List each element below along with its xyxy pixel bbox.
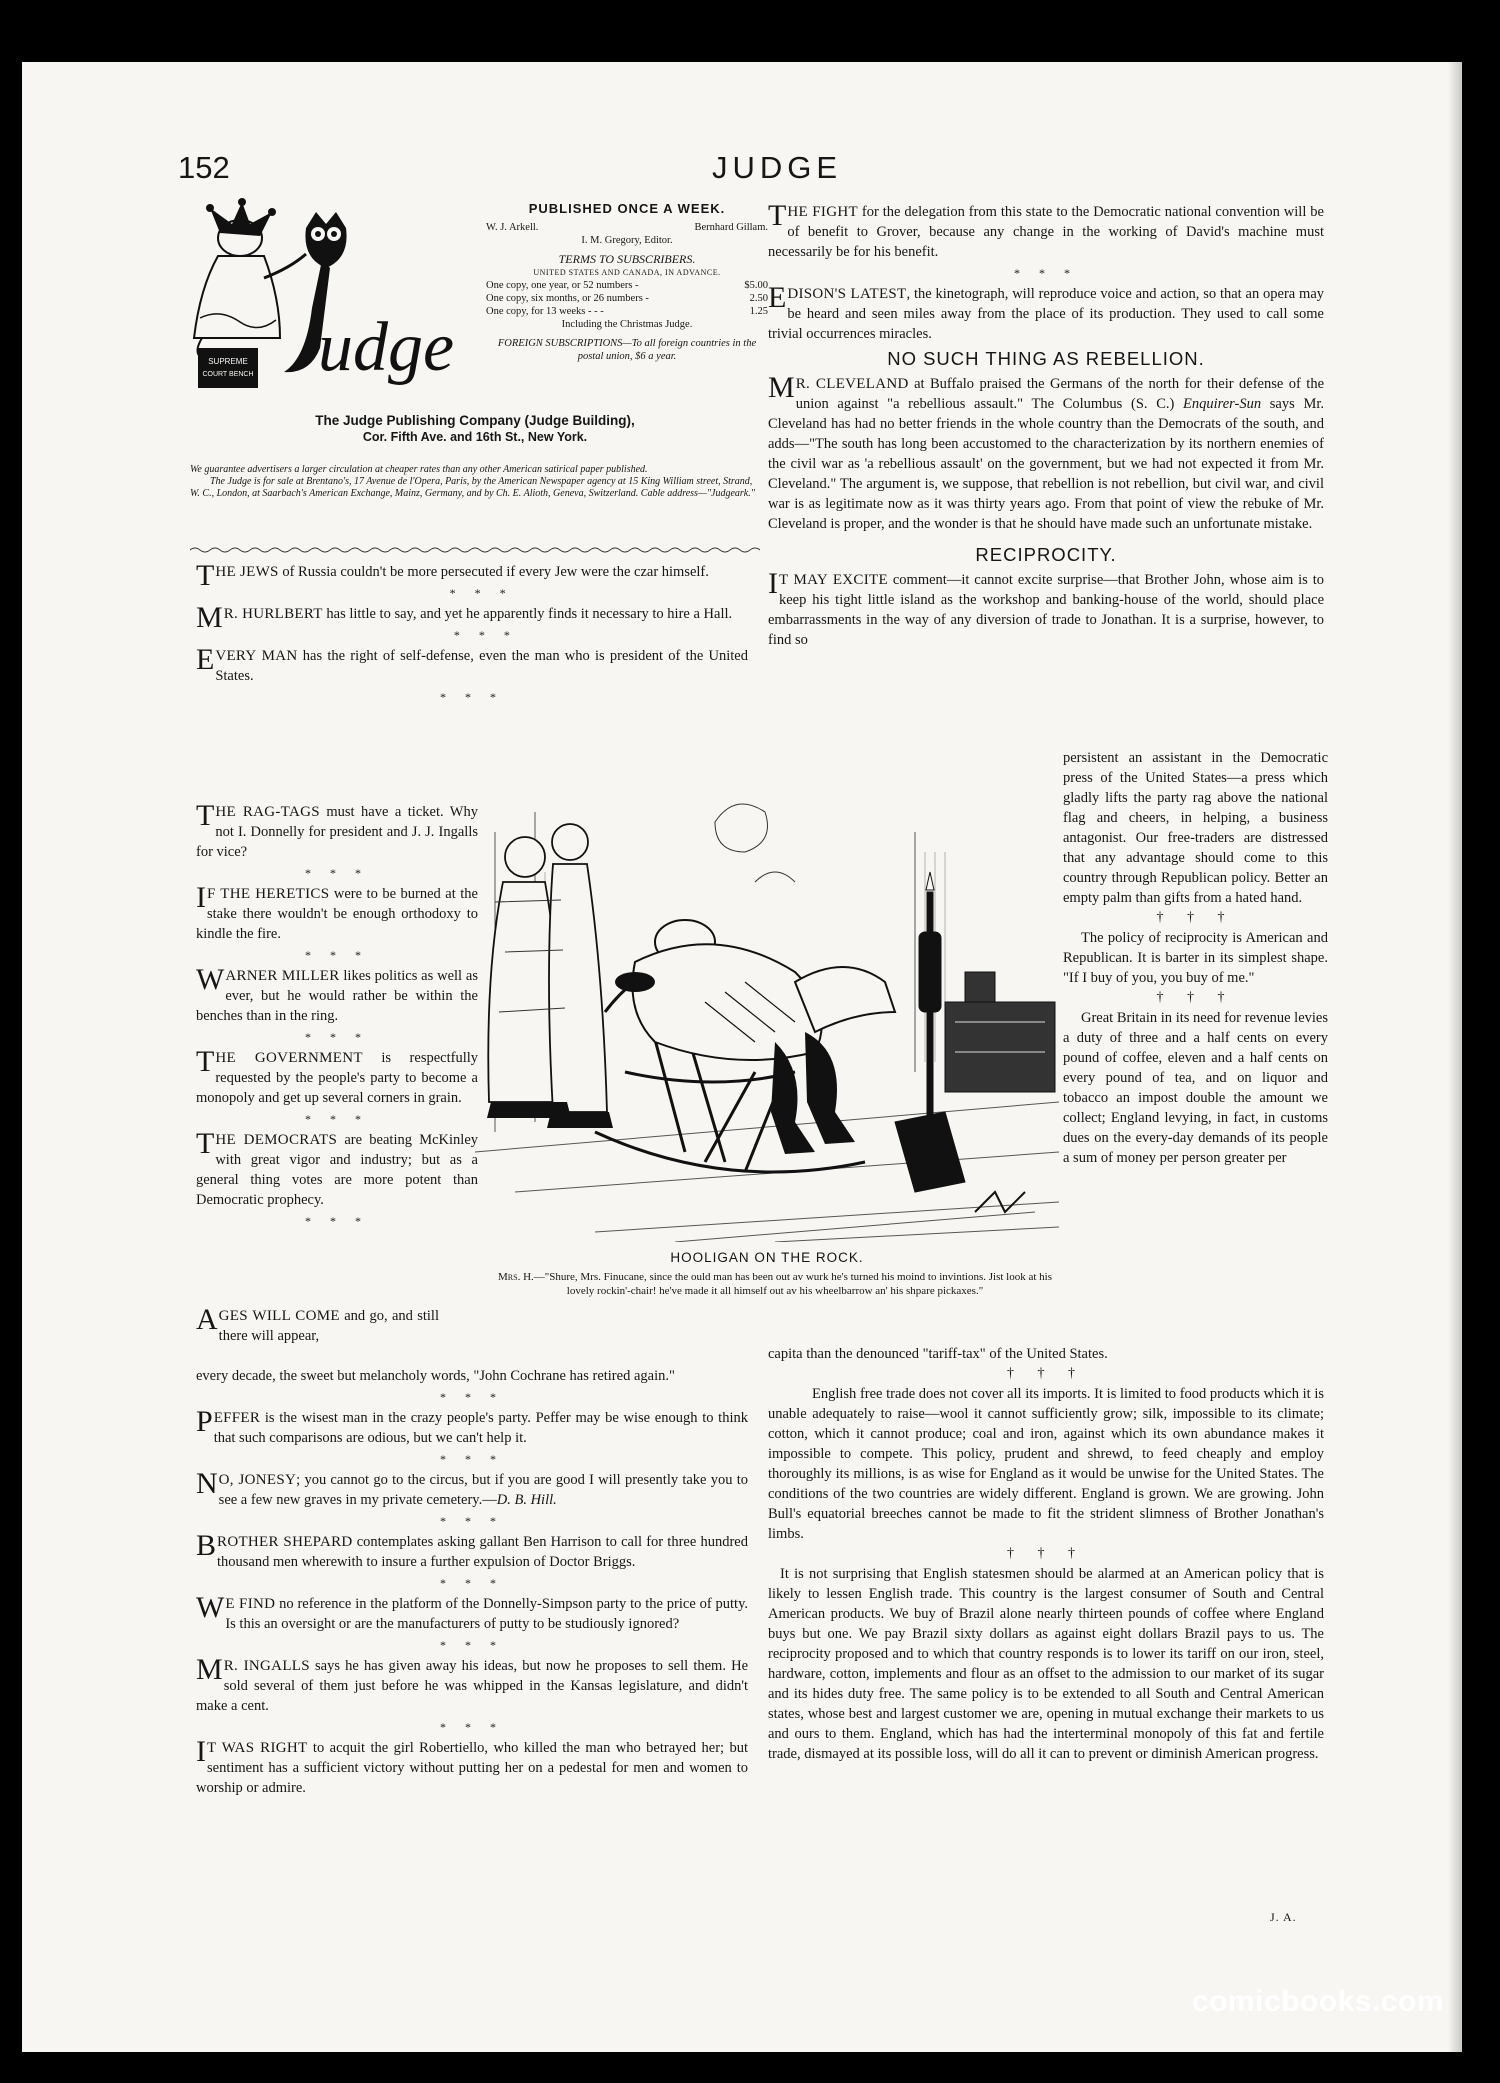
publication-info	[486, 202, 768, 363]
star-separator: * * *	[449, 586, 514, 600]
star-separator: * * *	[305, 1214, 369, 1228]
paragraph-government: THE GOVERNMENT is respectfully requested by the people's party to become a monopoly and get up several corners in grain.	[196, 1045, 478, 1106]
star-separator: * * *	[440, 1514, 504, 1528]
star-separator: * * *	[440, 1452, 504, 1466]
logo-wordmark: udge	[318, 309, 455, 386]
sale-notice: The Judge is for sale at Brentano's, 17 Avenue de l'Opera, Paris, by the American Newspaper agency at 15 King William street, Strand, W. C., London, at Saarbach's American Exchange, Mainz, Germany, and by Ch. E. Alioth, Geneva, Switzerland. Cable address—"Judgeark."	[190, 476, 755, 499]
paragraph-democrats: THE DEMOCRATS are beating McKinley with great vigor and industry; but as a general thing votes are more potent than Democratic prophecy.	[196, 1127, 479, 1208]
paragraph-warner-miller: WARNER MILLER likes politics as well as ever, but he would rather be within the benches than in the ring.	[196, 963, 478, 1024]
company-name: The Judge Publishing Company (Judge Building),	[315, 413, 635, 428]
star-separator: * * *	[305, 1030, 369, 1044]
price-label: One copy, one year, or 52 numbers -	[486, 280, 639, 291]
paragraph-ingalls: M R. INGALLS says he has given away his ideas, but now he proposes to sell them. He sold several of them just before he was whipped in the Kansas legislature, and didn't make a cent.	[196, 1653, 748, 1714]
paragraph-jews: THE JEWS of Russia couldn't be more persecuted if every Jew were the czar himself.	[196, 559, 709, 592]
page-number: 152	[178, 150, 230, 185]
publisher-address	[190, 412, 760, 446]
paragraph-rag-tags: THE RAG-TAGS must have a ticket. Why not I. Donnelly for president and J. J. Ingalls for vice?	[196, 799, 478, 860]
paragraph-policy: The policy of reciprocity is American and Republican. It is barter in its simplest shape. "If I buy of you, you buy of me."	[1063, 930, 1328, 986]
price-value: 2.50	[749, 293, 768, 304]
article-signature: J. A.	[1270, 1910, 1297, 1924]
left-column-narrow	[196, 799, 479, 1232]
star-separator: * * *	[440, 1390, 504, 1404]
paragraph-ages-continued: every decade, the sweet but melancholy words, "John Cochrane has retired again."	[196, 1368, 675, 1384]
staff-name: Bernhard Gillam.	[694, 222, 768, 233]
paragraph-jonesy: N O, JONESY; you cannot go to the circus, but if you are good I will presently take you to see a few new graves in my private cemetery.—D. B. Hill.	[196, 1467, 749, 1508]
right-column-narrow	[1063, 748, 1328, 1168]
star-separator: * * *	[305, 866, 369, 880]
paragraph-every-man: EVERY MAN has the right of self-defense, even the man who is president of the United States.	[196, 643, 748, 684]
site-watermark: comicbooks.com	[1191, 1985, 1444, 2018]
paragraph-rebellion: M R. CLEVELAND at Buffalo praised the Germans of the north for their defense of the union against "a rebellious assault." The Columbus (S. C.) Enquirer-Sun says Mr. Cleveland has had no better friends in the whole country than the Democrats of the south, and adds—"The south has long been accustomed to the characterization by its northern enemies of the civil war as 'a rebellious assault' on the government, but we had not expected it from Mr. Cleveland." The argument is, we suppose, that rebellion is not rebellion, but civil war, and civil war is as legitimate now as it was thirty years ago. From that point of view the rebuke of Mr. Cleveland is proper, and the wonder is that he should have made such an unfortunate mistake.	[768, 371, 1325, 532]
paragraph-persistent: persistent an assistant in the Democratic press of the United States—a press which gladly lifts the party rag above the national flag and cheers, in helping, a business antagonist. Our free-traders are distressed that any advantage should come to this country through Republican policy. Better an empty palm than gifts from a hated hand.	[1063, 750, 1328, 906]
cross-separator: † † †	[1156, 910, 1235, 925]
right-column-top	[768, 199, 1325, 650]
heading-reciprocity: RECIPROCITY.	[975, 544, 1117, 565]
price-label: One copy, for 13 weeks - - -	[486, 306, 604, 317]
judge-jester-owl-logo	[180, 198, 480, 398]
star-separator: * * *	[440, 1576, 504, 1590]
price-label: One copy, six months, or 26 numbers -	[486, 293, 649, 304]
star-separator: * * *	[440, 1638, 504, 1652]
paragraph-fight: THE FIGHT for the delegation from this state to the Democratic national convention will be of benefit to Grover, because any change in the working of David's machine must necessarily be for his benefit.	[768, 199, 1324, 260]
right-column-bottom	[768, 1344, 1324, 1764]
paragraph-hurlbert: M R. HURLBERT has little to say, and yet he apparently finds it necessary to hire a Hall.	[196, 601, 733, 634]
paragraph-it-was-right: I T WAS RIGHT to acquit the girl Robertiello, who killed the man who betrayed her; but sentiment has a sufficient victory without putting her on a pedestal for men and women to worship or admire.	[196, 1735, 748, 1796]
star-separator: * * *	[305, 1112, 369, 1126]
editor-name: I. M. Gregory, Editor.	[581, 235, 673, 246]
heading-rebellion: NO SUCH THING AS REBELLION.	[887, 348, 1205, 369]
frequency-heading: PUBLISHED ONCE A WEEK.	[528, 201, 726, 216]
terms-region: UNITED STATES AND CANADA, IN ADVANCE.	[533, 268, 721, 277]
terms-heading: TERMS TO SUBSCRIBERS.	[558, 252, 696, 266]
star-separator: * * *	[440, 1720, 504, 1734]
guarantee-text: We guarantee advertisers a larger circulation at cheaper rates than any other American satirical paper published.	[190, 464, 648, 475]
left-column-bottom	[196, 1366, 748, 1798]
star-separator: * * *	[453, 628, 518, 642]
price-note: Including the Christmas Judge.	[561, 319, 693, 330]
price-value: $5.00	[744, 280, 768, 291]
wavy-divider	[190, 546, 760, 554]
paragraph-reciprocity: I T MAY EXCITE comment—it cannot excite surprise—that Brother John, whose aim is to keep his tight little island as the workshop and banking-house of the world, should place embarrassments in the way of any diversion of trade to Jonathan. It is a surprise, however, to find so	[768, 567, 1324, 648]
paper-edge-shadow	[1448, 62, 1462, 2052]
illustration-title: HOOLIGAN ON THE ROCK.	[670, 1250, 864, 1265]
paragraph-we-find: W E FIND no reference in the platform of the Donnelly-Simpson party to the price of putty. Is this an oversight or are the manufacturers of putty to be studiously ignored?	[196, 1591, 748, 1632]
left-column-top	[196, 559, 748, 708]
paragraph-shepard: BROTHER SHEPARD contemplates asking gallant Ben Harrison to call for three hundred thousand men wherewith to insure a further expulsion of Doctor Briggs.	[196, 1529, 748, 1570]
paragraph-ages-start: AGES WILL COME and go, and still there will appear,	[196, 1303, 439, 1344]
star-separator: * * *	[440, 690, 504, 704]
masthead-title: JUDGE	[712, 150, 843, 185]
star-separator: * * *	[1014, 266, 1078, 280]
logo-box-text: SUPREME	[208, 357, 248, 366]
hooligan-rocking-chair-cartoon	[475, 772, 1059, 1242]
paragraph-heretics: I F THE HERETICS were to be burned at the stake there wouldn't be enough orthodoxy to kindle the fire.	[196, 881, 478, 942]
star-separator: * * *	[305, 948, 369, 962]
staff-name: W. J. Arkell.	[486, 222, 539, 233]
paragraph-statesmen: It is not surprising that English statesmen should be alarmed at an American policy that is likely to lessen English trade. This country is the largest consumer of South and Central American products. We buy of Brazil alone nearly thirteen pounds of coffee where England buys but one. We pay Brazil sixty dollars as against eight dollars Brazil pays to us. The reciprocity proposed and to which that country responds is to lower its tariff on our iron, steel, hardware, cotton, implements and flour as an offset to the admission to our market of its sugar and its hides duty free. The same policy is to be extended to all South and Central American states, whose best and largest customer we are, opening in mutual exchange their markets to us and ours to them. England, which has had the interterminal monopoly of this fat and fertile trade, dismayed at its possible loss, will do all it can to prevent or diminish American progress.	[768, 1566, 1324, 1762]
paragraph-great-britain: Great Britain in its need for revenue levies a duty of three and a half cents on every pound of coffee, eleven and a half cents on every pound of tea, and on liquor and tobacco an impost double the amount we collect; England levying, in fact, in customs dues on the every-day demands of its people a sum of money per person greater per	[1063, 1010, 1328, 1166]
guarantee-notice	[190, 464, 760, 500]
cross-separator: † † †	[1007, 1366, 1085, 1381]
foreign-subscriptions: FOREIGN SUBSCRIPTIONS—To all foreign countries in the postal union, $6 a year.	[497, 338, 757, 362]
cross-separator: † † †	[1156, 990, 1235, 1005]
paragraph-capita: capita than the denounced "tariff-tax" of the United States.	[768, 1346, 1108, 1362]
paragraph-free-trade: English free trade does not cover all its imports. It is limited to food products which it is unable adequately to raise—wool it cannot sufficiently grow; silk, impossible to its climate; cotton, which it cannot produce; coal and iron, against which its own abundance makes it impossible to compete. This policy, prudent and shrewd, to feed cheaply and employ thoroughly its millions, is as wise for England as it would be unwise for the United States. The conditions of the two countries are widely different. England is grown. We are growing. John Bull's equatorial breeches cannot be made to fit the strident slimness of Brother Jonathan's limbs.	[768, 1386, 1324, 1542]
illustration-caption: Mrs. H.—"Shure, Mrs. Finucane, since the ould man has been out av wurk he's turned his moind to invintions. Jist look at his lovely rockin'-chair! he've made it all himself out av his wheelbarrow an' his shpare pickaxes."	[498, 1271, 1052, 1297]
svg-text:COURT BENCH: COURT BENCH	[202, 371, 254, 378]
price-value: 1.25	[749, 306, 768, 317]
cross-separator: † † †	[1007, 1546, 1085, 1561]
company-address: Cor. Fifth Ave. and 16th St., New York.	[362, 430, 588, 444]
paragraph-peffer: PEFFER is the wisest man in the crazy people's party. Peffer may be wise enough to think that such comparisons are odious, but we can't help it.	[196, 1405, 748, 1446]
paragraph-edison: EDISON'S LATEST, the kinetograph, will reproduce voice and action, so that an opera may be heard and seen miles away from the place of its production. They used to call some trivial occurrences miracles.	[768, 281, 1325, 342]
